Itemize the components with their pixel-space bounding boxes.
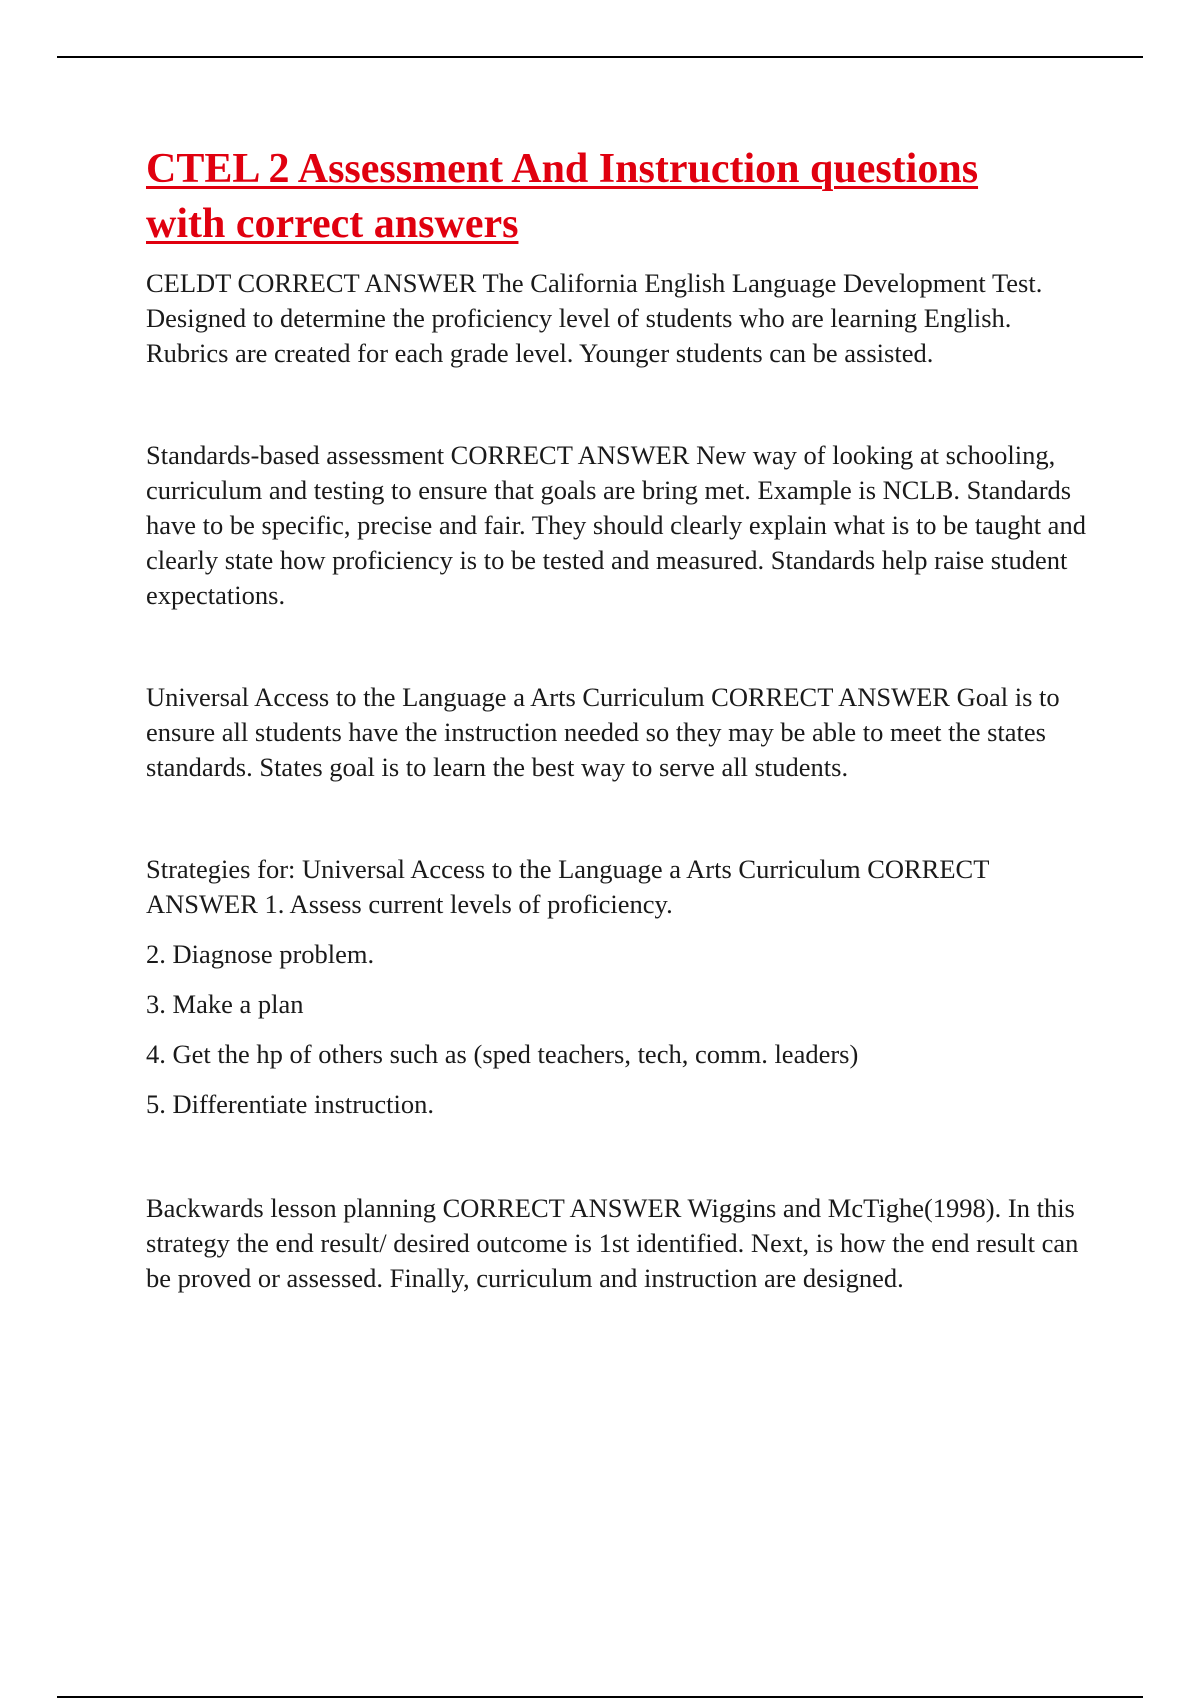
list-item: 5. Differentiate instruction.	[146, 1089, 434, 1119]
qa-entry-universal-access: Universal Access to the Language a Arts Curriculum CORRECT ANSWER Goal is to ensure all students have the instruction needed so they may be able to meet the states standards. States goal is to learn the best way to serve all students.	[146, 682, 1060, 782]
document-title-line-2: with correct answers	[146, 201, 519, 247]
document-title	[146, 142, 1096, 252]
header-rule	[57, 56, 1143, 58]
list-item: 3. Make a plan	[146, 989, 304, 1019]
qa-entry-celdt: CELDT CORRECT ANSWER The California English Language Development Test. Designed to determine the proficiency level of students who are learning English. Rubrics are created for each grade level. Younger students can be assisted.	[146, 268, 1043, 368]
qa-entry-standards-based-assessment: Standards-based assessment CORRECT ANSWER New way of looking at schooling, curriculum and testing to ensure that goals are bring met. Example is NCLB. Standards have to be specific, precise and fair. They should clearly explain what is to be taught and clearly state how proficiency is to be tested and measured. Standards help raise student expectations.	[146, 440, 1086, 610]
qa-entry-backwards-lesson-planning: Backwards lesson planning CORRECT ANSWER Wiggins and McTighe(1998). In this strategy the end result/ desired outcome is 1st identified. Next, is how the end result can be proved or assessed. Finally, curriculum and instruction are designed.	[146, 1193, 1079, 1293]
list-item: 2. Diagnose problem.	[146, 939, 375, 969]
list-item: 4. Get the hp of others such as (sped teachers, tech, comm. leaders)	[146, 1039, 859, 1069]
document-body	[146, 142, 1096, 1296]
footer-rule	[57, 1696, 1143, 1698]
document-title-line-1: CTEL 2 Assessment And Instruction questions	[146, 146, 979, 192]
qa-entry-strategies-universal-access: Strategies for: Universal Access to the Language a Arts Curriculum CORRECT ANSWER 1. Assess current levels of proficiency.	[146, 854, 989, 919]
